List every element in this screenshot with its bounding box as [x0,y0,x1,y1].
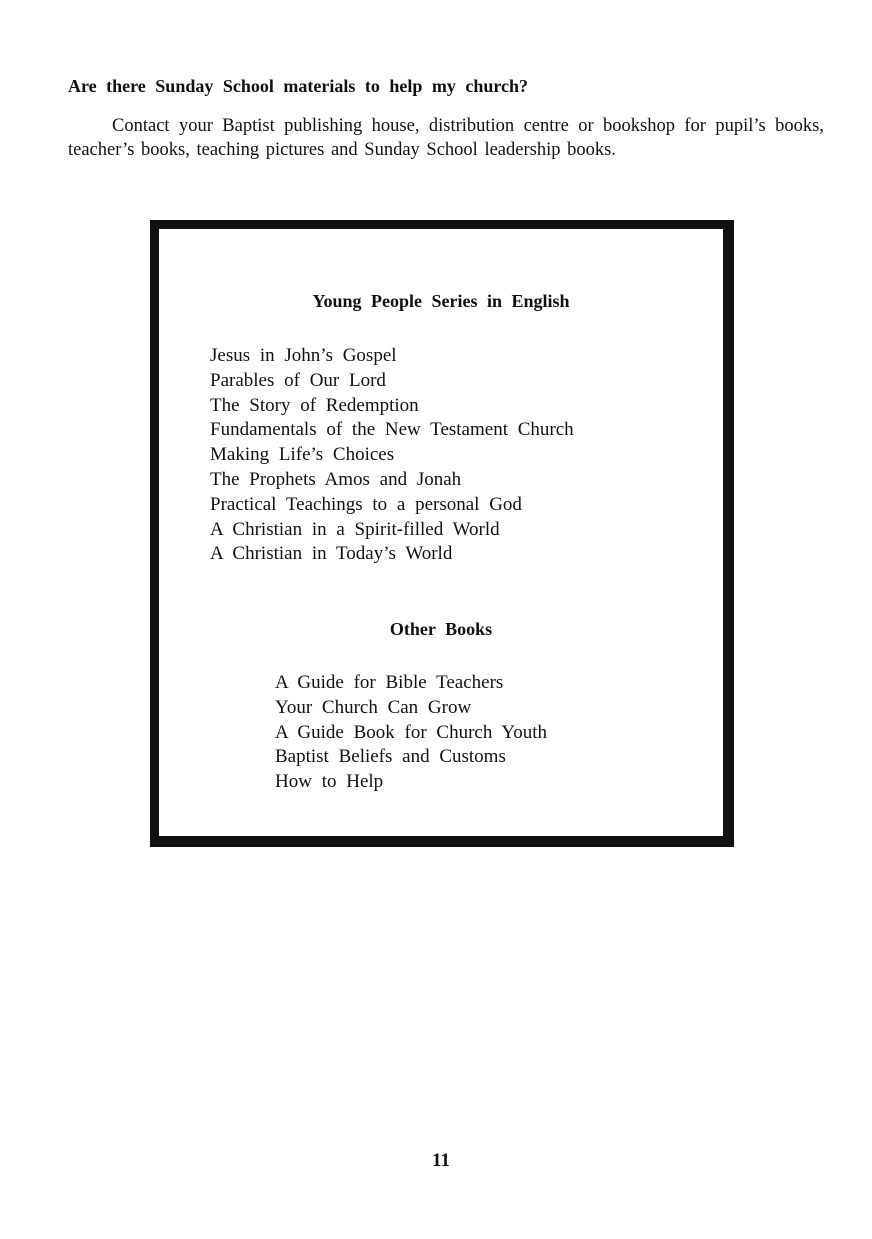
answer-paragraph: Contact your Baptist publishing house, distribution centre or bookshop for pupil’s books, teacher’s books, teaching pictures and Sunday School leadership books. [68,116,824,160]
list-item: Parables of Our Lord [210,369,386,391]
list-item: Your Church Can Grow [275,696,472,718]
list-item: The Prophets Amos and Jonah [210,468,462,490]
other-books-heading: Other Books [389,619,493,639]
other-books-list [275,671,547,795]
list-item: A Guide for Bible Teachers [275,672,504,693]
series-heading: Young People Series in English [312,291,570,311]
list-item: Practical Teachings to a personal God [210,493,522,515]
list-item: Baptist Beliefs and Customs [275,746,506,768]
book-list-box [150,220,734,847]
series-list [210,344,574,567]
list-item: A Christian in a Spirit-filled World [210,518,500,540]
list-item: Fundamentals of the New Testament Church [210,419,574,441]
list-item: A Guide Book for Church Youth [275,721,548,743]
list-item: The Story of Redemption [210,394,419,416]
list-item: Jesus in John’s Gospel [210,345,397,366]
list-item: Making Life’s Choices [210,444,395,466]
section-question: Are there Sunday School materials to help my church? [68,76,529,96]
list-item: A Christian in Today’s World [210,543,453,565]
page-number: 11 [432,1150,450,1171]
list-item: How to Help [275,771,384,793]
